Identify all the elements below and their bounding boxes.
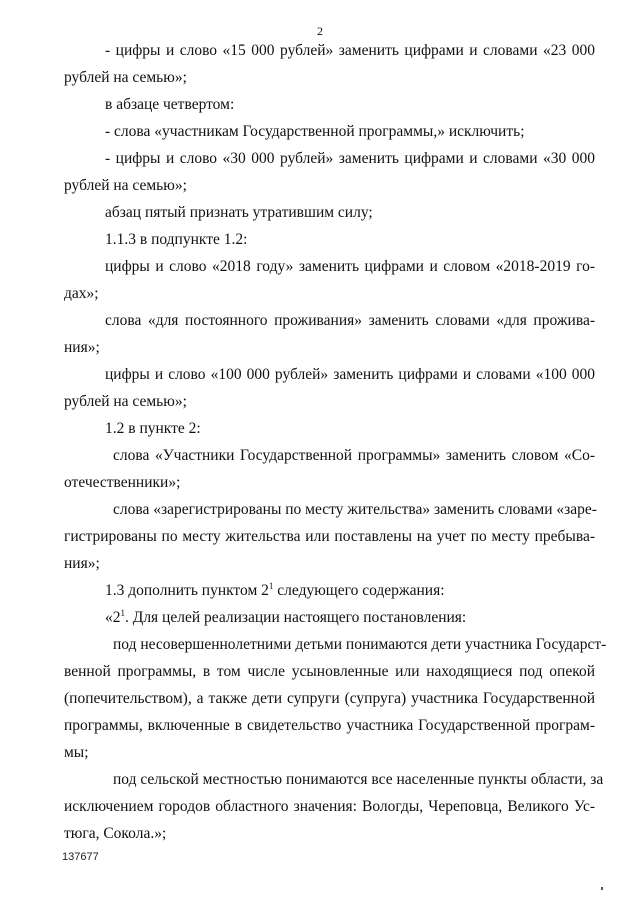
text-line: мы; [64, 744, 89, 761]
text-line: ния»; [64, 555, 100, 572]
text-fragment: . Для целей реализации настоящего постановления: [125, 609, 467, 626]
text-line: - слова «участникам Государственной программы,» исключить; [105, 123, 525, 140]
page-number: 2 [317, 24, 323, 38]
text-line: слова «Участники Государственной программы» заменить словом «Со- [113, 447, 595, 464]
text-line: тюга, Сокола.»; [64, 825, 167, 842]
superscript: 1 [120, 607, 125, 618]
text-line: под несовершеннолетними детьми понимаются дети участника Государст- [113, 636, 607, 653]
text-line: ния»; [64, 339, 100, 356]
text-line: абзац пятый признать утратившим силу; [105, 204, 373, 221]
superscript: 1 [268, 580, 274, 591]
text-line: отечественники»; [64, 474, 181, 491]
text-line: рублей на семью»; [64, 69, 187, 86]
text-line: слова «для постоянного проживания» заменить словами «для прожива- [105, 312, 595, 329]
text-line: венной программы, в том числе усыновленные или находящиеся под опекой [64, 663, 595, 680]
text-line: 1.2 в пункте 2: [105, 420, 201, 437]
text-line: цифры и слово «100 000 рублей» заменить цифрами и словами «100 000 [105, 366, 595, 383]
text-line: под сельской местностью понимаются все населенные пункты области, за [113, 771, 604, 788]
text-fragment: 1.3 дополнить пунктом 2 [105, 582, 269, 599]
text-line: (попечительством), а также дети супруги (супруга) участника Государственной [64, 690, 595, 707]
text-fragment: следующего содержания: [273, 582, 445, 599]
scan-speck [601, 887, 603, 890]
text-line: рублей на семью»; [64, 393, 187, 410]
text-line [105, 609, 466, 627]
text-line: - цифры и слово «30 000 рублей» заменить цифрами и словами «30 000 [105, 150, 595, 167]
text-line: - цифры и слово «15 000 рублей» заменить цифрами и словами «23 000 [105, 42, 595, 59]
text-line: программы, включенные в свидетельство участника Государственной програм- [64, 717, 595, 734]
text-line: цифры и слово «2018 году» заменить цифрами и словом «2018-2019 го- [105, 258, 595, 275]
text-fragment: «2 [105, 609, 121, 626]
text-line: в абзаце четвертом: [105, 96, 235, 113]
text-line [105, 582, 445, 600]
text-line: рублей на семью»; [64, 177, 187, 194]
document-id: 137677 [62, 851, 99, 863]
text-line: слова «зарегистрированы по месту жительства» заменить словами «заре- [113, 501, 597, 518]
text-line: гистрированы по месту жительства или поставлены на учет по месту пребыва- [64, 528, 595, 545]
text-line: исключением городов областного значения: Вологды, Череповца, Великого Ус- [64, 798, 595, 815]
text-line: дах»; [64, 285, 99, 302]
text-line: 1.1.3 в подпункте 1.2: [105, 231, 248, 248]
